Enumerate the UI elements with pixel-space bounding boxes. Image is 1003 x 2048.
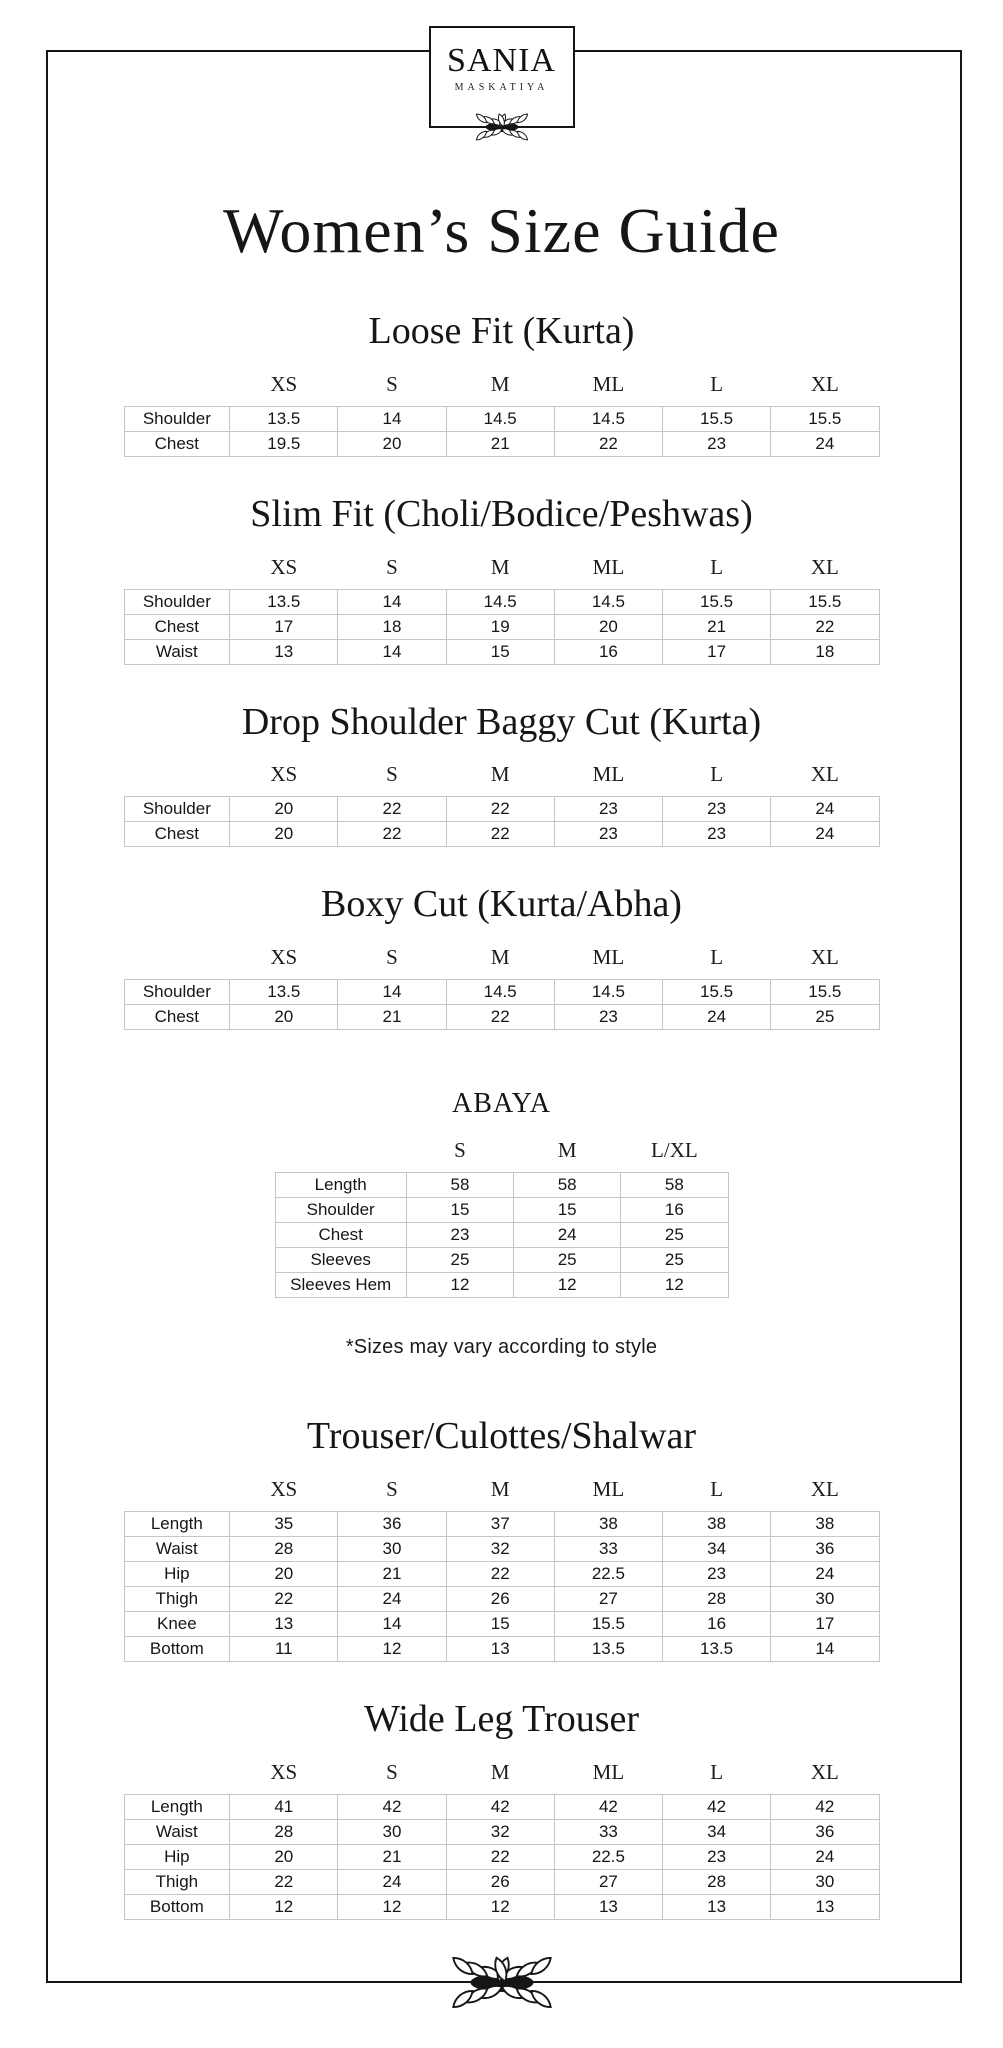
table-row — [124, 1587, 879, 1612]
measurement-value: 21 — [338, 1562, 446, 1587]
size-section — [0, 310, 1003, 457]
measurement-value: 18 — [338, 614, 446, 639]
size-column-header: XS — [270, 554, 298, 579]
measurement-label: Length — [275, 1173, 406, 1198]
measurement-value: 13.5 — [230, 589, 338, 614]
measurement-value: 30 — [771, 1869, 879, 1894]
measurement-value: 33 — [554, 1537, 662, 1562]
size-note: *Sizes may vary according to style — [345, 1336, 658, 1359]
measurement-value: 23 — [554, 797, 662, 822]
measurement-value: 14.5 — [554, 589, 662, 614]
measurement-value: 27 — [554, 1587, 662, 1612]
measurement-label: Thigh — [124, 1869, 230, 1894]
size-column-header: L — [710, 372, 724, 397]
size-column-header: L — [710, 1477, 724, 1502]
measurement-value: 11 — [230, 1637, 338, 1662]
measurement-value: 13.5 — [230, 407, 338, 432]
measurement-value: 22 — [446, 1844, 554, 1869]
measurement-value: 20 — [230, 1562, 338, 1587]
section-title: ABAYA — [452, 1088, 551, 1120]
measurement-label: Waist — [124, 639, 230, 664]
size-column-header: ML — [592, 372, 625, 397]
size-header-row — [124, 1475, 879, 1512]
table-row — [124, 407, 879, 432]
size-section — [0, 883, 1003, 1030]
section-title: Trouser/Culottes/Shalwar — [306, 1415, 697, 1458]
section-title: Drop Shoulder Baggy Cut (Kurta) — [241, 700, 762, 743]
measurement-value: 14 — [338, 639, 446, 664]
measurement-label: Bottom — [124, 1637, 230, 1662]
measurement-value: 12 — [446, 1894, 554, 1919]
table-row — [275, 1173, 728, 1198]
measurement-value: 30 — [338, 1537, 446, 1562]
corner-cell — [124, 943, 230, 980]
measurement-value: 15 — [446, 639, 554, 664]
brand-logo — [429, 26, 575, 128]
size-table — [124, 1758, 880, 1920]
measurement-label: Shoulder — [124, 407, 230, 432]
size-table — [124, 553, 880, 665]
measurement-value: 17 — [663, 639, 771, 664]
measurement-value: 16 — [621, 1198, 728, 1223]
measurement-value: 22 — [230, 1869, 338, 1894]
measurement-value: 14 — [338, 589, 446, 614]
size-column-header: S — [386, 762, 398, 787]
measurement-value: 36 — [338, 1512, 446, 1537]
measurement-value: 20 — [230, 822, 338, 847]
measurement-label: Waist — [124, 1537, 230, 1562]
size-column-header: L — [710, 945, 724, 970]
table-row — [124, 1794, 879, 1819]
measurement-label: Shoulder — [124, 589, 230, 614]
measurement-label: Thigh — [124, 1587, 230, 1612]
measurement-value: 12 — [406, 1273, 513, 1298]
corner-cell — [124, 1475, 230, 1512]
measurement-value: 23 — [663, 797, 771, 822]
table-row — [124, 614, 879, 639]
table-row — [124, 1637, 879, 1662]
size-section — [0, 701, 1003, 848]
table-row — [124, 639, 879, 664]
measurement-value: 23 — [663, 432, 771, 457]
size-section — [0, 1415, 1003, 1662]
measurement-value: 17 — [230, 614, 338, 639]
measurement-value: 25 — [514, 1248, 621, 1273]
measurement-value: 42 — [771, 1794, 879, 1819]
measurement-value: 23 — [663, 1562, 771, 1587]
measurement-value: 14.5 — [446, 980, 554, 1005]
measurement-value: 19.5 — [230, 432, 338, 457]
size-section — [0, 1088, 1003, 1359]
measurement-value: 25 — [621, 1248, 728, 1273]
measurement-value: 14 — [771, 1637, 879, 1662]
measurement-label: Hip — [124, 1562, 230, 1587]
measurement-value: 42 — [663, 1794, 771, 1819]
measurement-value: 15.5 — [663, 980, 771, 1005]
table-row — [124, 980, 879, 1005]
size-column-header: XL — [810, 1477, 839, 1502]
measurement-value: 14 — [338, 407, 446, 432]
section-title: Wide Leg Trouser — [364, 1698, 639, 1741]
measurement-value: 58 — [621, 1173, 728, 1198]
measurement-value: 26 — [446, 1587, 554, 1612]
measurement-value: 27 — [554, 1869, 662, 1894]
measurement-value: 14 — [338, 1612, 446, 1637]
measurement-value: 25 — [406, 1248, 513, 1273]
measurement-value: 22 — [446, 797, 554, 822]
measurement-value: 22 — [446, 1562, 554, 1587]
size-column-header: ML — [592, 554, 625, 579]
size-column-header: XS — [270, 1477, 298, 1502]
size-table — [124, 1475, 880, 1662]
size-column-header: XS — [270, 762, 298, 787]
measurement-value: 58 — [514, 1173, 621, 1198]
measurement-value: 20 — [230, 797, 338, 822]
size-column-header: XL — [810, 372, 839, 397]
measurement-value: 22.5 — [554, 1562, 662, 1587]
measurement-value: 14.5 — [446, 407, 554, 432]
measurement-value: 28 — [230, 1819, 338, 1844]
measurement-value: 23 — [663, 1844, 771, 1869]
measurement-value: 20 — [230, 1005, 338, 1030]
size-table — [124, 943, 880, 1030]
size-header-row — [124, 553, 879, 590]
measurement-value: 15 — [446, 1612, 554, 1637]
measurement-value: 22.5 — [554, 1844, 662, 1869]
size-table — [275, 1136, 729, 1298]
measurement-value: 28 — [663, 1869, 771, 1894]
table-row — [124, 1537, 879, 1562]
measurement-label: Shoulder — [124, 797, 230, 822]
corner-cell — [124, 760, 230, 797]
measurement-value: 20 — [554, 614, 662, 639]
size-column-header: XL — [810, 554, 839, 579]
measurement-label: Chest — [124, 432, 230, 457]
measurement-value: 16 — [663, 1612, 771, 1637]
measurement-value: 21 — [338, 1844, 446, 1869]
measurement-label: Sleeves — [275, 1248, 406, 1273]
size-header-row — [124, 370, 879, 407]
measurement-value: 26 — [446, 1869, 554, 1894]
measurement-value: 30 — [771, 1587, 879, 1612]
size-column-header: L — [710, 1759, 724, 1784]
measurement-value: 15.5 — [771, 407, 879, 432]
measurement-value: 15.5 — [771, 980, 879, 1005]
measurement-value: 12 — [621, 1273, 728, 1298]
measurement-value: 30 — [338, 1819, 446, 1844]
measurement-value: 22 — [771, 614, 879, 639]
size-header-row — [124, 943, 879, 980]
corner-cell — [124, 553, 230, 590]
size-section — [0, 493, 1003, 665]
measurement-value: 24 — [771, 1844, 879, 1869]
measurement-label: Sleeves Hem — [275, 1273, 406, 1298]
measurement-value: 36 — [771, 1537, 879, 1562]
measurement-value: 24 — [771, 822, 879, 847]
measurement-value: 13.5 — [230, 980, 338, 1005]
measurement-value: 24 — [514, 1223, 621, 1248]
measurement-value: 22 — [230, 1587, 338, 1612]
size-column-header: M — [490, 762, 510, 787]
table-row — [275, 1248, 728, 1273]
size-column-header: S — [386, 1759, 398, 1784]
table-row — [124, 1562, 879, 1587]
size-column-header: XS — [270, 372, 298, 397]
size-column-header: XS — [270, 1759, 298, 1784]
size-column-header: M — [557, 1138, 577, 1163]
measurement-value: 22 — [338, 822, 446, 847]
measurement-label: Hip — [124, 1844, 230, 1869]
size-section — [0, 1698, 1003, 1920]
measurement-label: Chest — [124, 822, 230, 847]
size-column-header: XL — [810, 1759, 839, 1784]
measurement-value: 28 — [230, 1537, 338, 1562]
size-column-header: L — [710, 554, 724, 579]
size-sections — [0, 310, 1003, 1919]
measurement-value: 13 — [230, 639, 338, 664]
measurement-value: 34 — [663, 1819, 771, 1844]
measurement-value: 13 — [663, 1894, 771, 1919]
measurement-value: 24 — [771, 797, 879, 822]
table-row — [124, 1819, 879, 1844]
size-column-header: M — [490, 554, 510, 579]
measurement-label: Knee — [124, 1612, 230, 1637]
measurement-value: 37 — [446, 1512, 554, 1537]
table-row — [275, 1273, 728, 1298]
table-row — [124, 1844, 879, 1869]
bottom-laurel-ornament-icon — [439, 1956, 565, 2009]
size-column-header: M — [490, 1759, 510, 1784]
measurement-value: 13 — [230, 1612, 338, 1637]
measurement-label: Waist — [124, 1819, 230, 1844]
measurement-value: 34 — [663, 1537, 771, 1562]
corner-cell — [124, 370, 230, 407]
measurement-value: 17 — [771, 1612, 879, 1637]
measurement-label: Bottom — [124, 1894, 230, 1919]
corner-cell — [275, 1136, 406, 1173]
measurement-value: 24 — [663, 1005, 771, 1030]
measurement-value: 25 — [771, 1005, 879, 1030]
table-row — [124, 822, 879, 847]
measurement-value: 12 — [230, 1894, 338, 1919]
measurement-value: 15 — [406, 1198, 513, 1223]
brand-name: SANIA — [447, 42, 556, 79]
measurement-value: 22 — [338, 797, 446, 822]
measurement-value: 23 — [406, 1223, 513, 1248]
measurement-value: 24 — [338, 1869, 446, 1894]
measurement-value: 16 — [554, 639, 662, 664]
corner-cell — [124, 1758, 230, 1795]
measurement-value: 32 — [446, 1819, 554, 1844]
measurement-value: 21 — [338, 1005, 446, 1030]
measurement-value: 15.5 — [663, 407, 771, 432]
measurement-value: 35 — [230, 1512, 338, 1537]
measurement-value: 25 — [621, 1223, 728, 1248]
size-column-header: L — [710, 762, 724, 787]
size-table — [124, 760, 880, 847]
size-column-header: ML — [592, 1759, 625, 1784]
size-header-row — [275, 1136, 728, 1173]
measurement-value: 41 — [230, 1794, 338, 1819]
laurel-ornament-icon — [469, 113, 535, 141]
size-column-header: XL — [810, 762, 839, 787]
size-column-header: XL — [810, 945, 839, 970]
measurement-value: 18 — [771, 639, 879, 664]
measurement-value: 42 — [446, 1794, 554, 1819]
measurement-label: Chest — [124, 614, 230, 639]
measurement-value: 23 — [554, 1005, 662, 1030]
table-row — [124, 797, 879, 822]
measurement-value: 13.5 — [554, 1637, 662, 1662]
table-row — [124, 1612, 879, 1637]
size-column-header: M — [490, 1477, 510, 1502]
measurement-value: 20 — [338, 432, 446, 457]
measurement-value: 12 — [514, 1273, 621, 1298]
size-column-header: S — [386, 1477, 398, 1502]
measurement-value: 13 — [446, 1637, 554, 1662]
measurement-value: 33 — [554, 1819, 662, 1844]
measurement-value: 22 — [446, 822, 554, 847]
measurement-label: Length — [124, 1794, 230, 1819]
measurement-label: Shoulder — [275, 1198, 406, 1223]
measurement-label: Length — [124, 1512, 230, 1537]
measurement-value: 14 — [338, 980, 446, 1005]
size-header-row — [124, 760, 879, 797]
measurement-value: 23 — [663, 822, 771, 847]
table-row — [124, 432, 879, 457]
table-row — [124, 1512, 879, 1537]
measurement-value: 22 — [554, 432, 662, 457]
measurement-value: 13 — [554, 1894, 662, 1919]
size-column-header: ML — [592, 762, 625, 787]
measurement-value: 38 — [771, 1512, 879, 1537]
measurement-value: 19 — [446, 614, 554, 639]
section-title: Boxy Cut (Kurta/Abha) — [321, 883, 682, 926]
measurement-value: 22 — [446, 1005, 554, 1030]
size-header-row — [124, 1758, 879, 1795]
table-row — [124, 1894, 879, 1919]
size-column-header: ML — [592, 945, 625, 970]
measurement-value: 28 — [663, 1587, 771, 1612]
brand-subname: MASKATIYA — [454, 82, 549, 93]
measurement-value: 42 — [338, 1794, 446, 1819]
size-column-header: S — [386, 372, 398, 397]
size-column-header: S — [454, 1138, 466, 1163]
table-row — [124, 1005, 879, 1030]
measurement-value: 24 — [338, 1587, 446, 1612]
measurement-value: 15.5 — [663, 589, 771, 614]
size-column-header: M — [490, 945, 510, 970]
page-title: Women’s Size Guide — [223, 195, 780, 266]
measurement-value: 38 — [554, 1512, 662, 1537]
measurement-value: 12 — [338, 1894, 446, 1919]
table-row — [124, 589, 879, 614]
measurement-value: 20 — [230, 1844, 338, 1869]
measurement-value: 15 — [514, 1198, 621, 1223]
measurement-value: 38 — [663, 1512, 771, 1537]
table-row — [275, 1223, 728, 1248]
measurement-value: 42 — [554, 1794, 662, 1819]
measurement-value: 14.5 — [554, 980, 662, 1005]
measurement-label: Chest — [124, 1005, 230, 1030]
measurement-value: 21 — [446, 432, 554, 457]
measurement-value: 15.5 — [554, 1612, 662, 1637]
measurement-value: 23 — [554, 822, 662, 847]
table-row — [124, 1869, 879, 1894]
measurement-value: 12 — [338, 1637, 446, 1662]
size-table — [124, 370, 880, 457]
size-column-header: ML — [592, 1477, 625, 1502]
size-column-header: M — [490, 372, 510, 397]
measurement-label: Shoulder — [124, 980, 230, 1005]
measurement-value: 58 — [406, 1173, 513, 1198]
section-title: Loose Fit (Kurta) — [368, 310, 635, 353]
measurement-value: 13.5 — [663, 1637, 771, 1662]
measurement-value: 24 — [771, 1562, 879, 1587]
section-title: Slim Fit (Choli/Bodice/Peshwas) — [250, 493, 753, 536]
measurement-value: 21 — [663, 614, 771, 639]
measurement-value: 13 — [771, 1894, 879, 1919]
measurement-value: 14.5 — [446, 589, 554, 614]
size-column-header: S — [386, 945, 398, 970]
table-row — [275, 1198, 728, 1223]
measurement-value: 24 — [771, 432, 879, 457]
measurement-value: 32 — [446, 1537, 554, 1562]
size-column-header: S — [386, 554, 398, 579]
size-column-header: L/XL — [651, 1138, 698, 1163]
size-column-header: XS — [270, 945, 298, 970]
measurement-value: 15.5 — [771, 589, 879, 614]
measurement-value: 36 — [771, 1819, 879, 1844]
measurement-value: 14.5 — [554, 407, 662, 432]
measurement-label: Chest — [275, 1223, 406, 1248]
